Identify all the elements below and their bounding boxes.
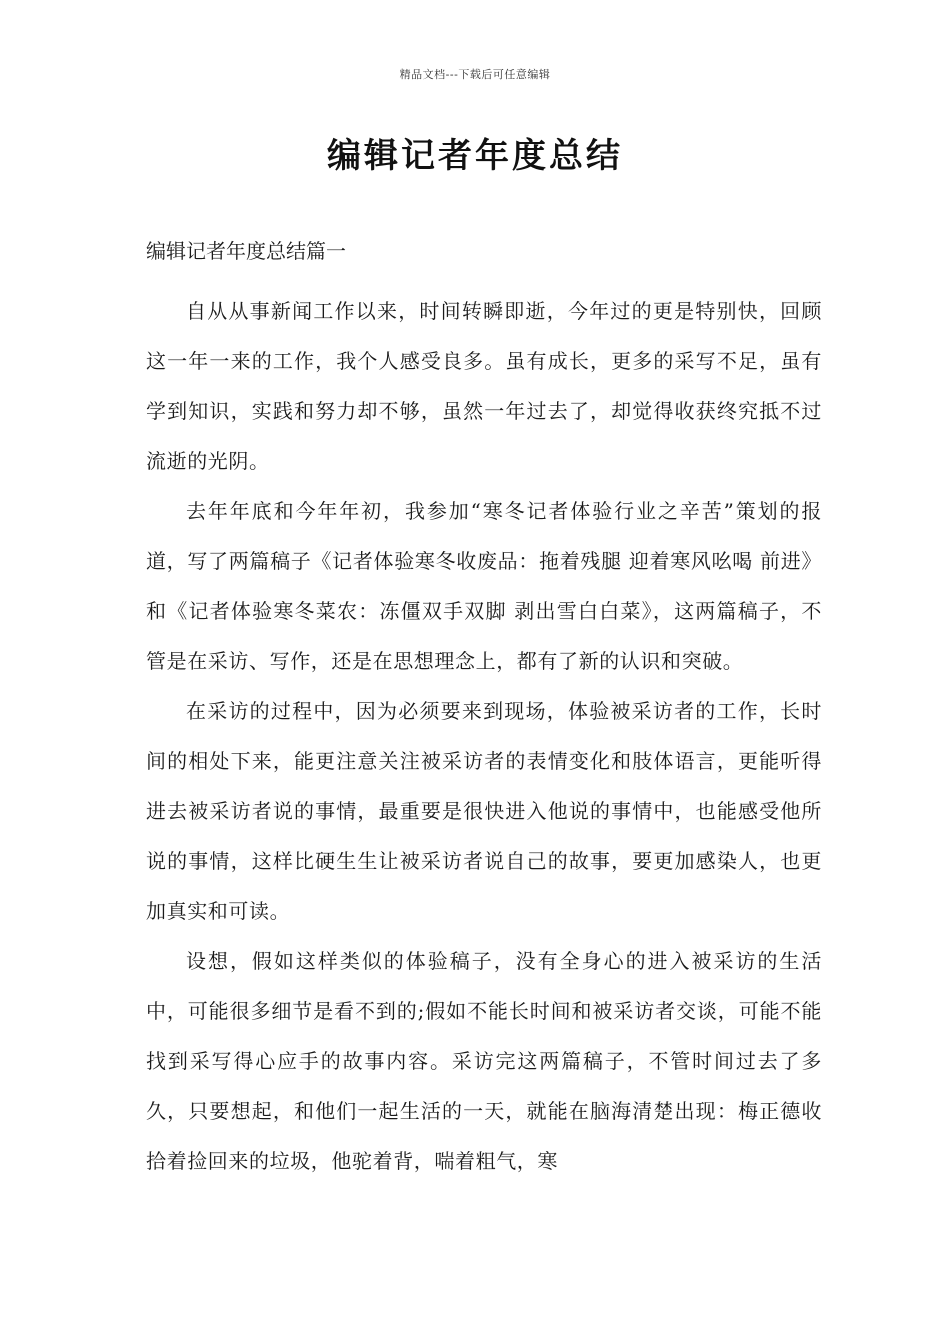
section-heading: 编辑记者年度总结篇一 xyxy=(146,239,346,263)
paragraph-1: 自从从事新闻工作以来，时间转瞬即逝，今年过的更是特别快，回顾这一年一来的工作，我个人感受良多。虽有成长，更多的采写不足，虽有学到知识，实践和努力却不够，虽然一年过去了，却觉得收获终究抵不过流逝的光阴。 xyxy=(146,299,822,473)
paragraph-3: 在采访的过程中，因为必须要来到现场，体验被采访者的工作，长时间的相处下来，能更注意关注被采访者的表情变化和肢体语言，更能听得进去被采访者说的事情，最重要是很快进入他说的事情中，也能感受他所说的事情，这样比硬生生让被采访者说自己的故事，要更加感染人，也更加真实和可读。 xyxy=(146,699,822,923)
document-title: 编辑记者年度总结 xyxy=(327,136,623,176)
paragraph-2: 去年年底和今年年初，我参加“寒冬记者体验行业之辛苦”策划的报道，写了两篇稿子《记者体验寒冬收废品：拖着残腿 迎着寒风吆喝 前进》和《记者体验寒冬菜农：冻僵双手双脚 剥出雪白白菜》，这两篇稿子，不管是在采访、写作，还是在思想理念上，都有了新的认识和突破。 xyxy=(146,499,822,673)
paragraph-4: 设想，假如这样类似的体验稿子，没有全身心的进入被采访的生活中，可能很多细节是看不到的;假如不能长时间和被采访者交谈，可能不能找到采写得心应手的故事内容。采访完这两篇稿子，不管时间过去了多久，只要想起，和他们一起生活的一天，就能在脑海清楚出现：梅正德收拾着捡回来的垃圾，他驼着背，喘着粗气，寒 xyxy=(146,949,822,1173)
header-note: 精品文档---下载后可任意编辑 xyxy=(399,68,551,81)
document-body xyxy=(146,236,822,1186)
